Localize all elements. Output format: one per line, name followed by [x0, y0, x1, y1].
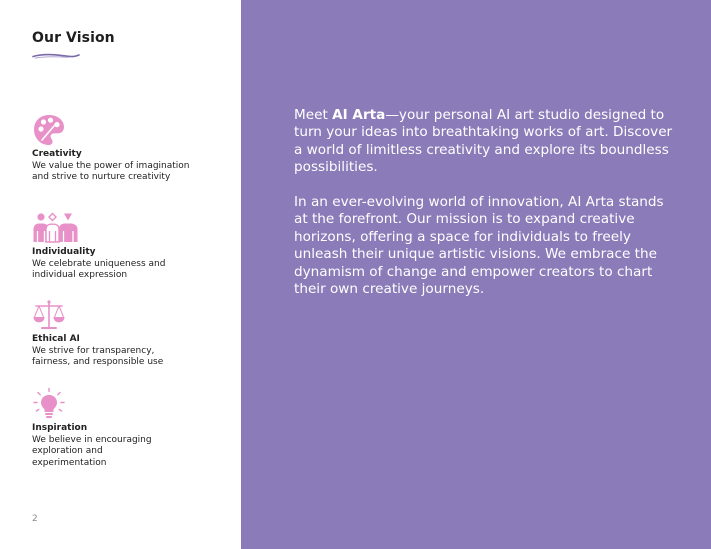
page-number: 2 [32, 514, 38, 524]
value-description: We believe in encouraging exploration and experimentation [32, 434, 152, 468]
left-panel [0, 0, 241, 549]
intro-rest: —your personal AI art studio designed to turn your ideas into breathtaking works of art. Discover a world of limitless creativity and explore its boundless possibilities. [294, 107, 673, 176]
title-underline [32, 52, 80, 60]
intro-paragraph [294, 107, 676, 177]
intro-lead: Meet [294, 107, 333, 123]
value-ethical-ai [32, 298, 232, 369]
value-title: Ethical AI [32, 334, 80, 344]
right-panel [241, 0, 711, 549]
value-title: Individuality [32, 247, 96, 257]
value-individuality [32, 211, 232, 282]
value-title: Inspiration [32, 423, 88, 433]
mission-paragraph: In an ever-evolving world of innovation, AI Arta stands at the forefront. Our mission is to expand creative horizons, offering a space for individuals to freely unleash their unique artistic visions. We embrace the dynamism of change and empower creators to chart their own creative journeys. [294, 194, 664, 298]
lightbulb-icon [32, 387, 66, 421]
brand-name: AI Arta [332, 107, 386, 123]
value-creativity [32, 113, 232, 184]
value-title: Creativity [32, 149, 82, 159]
page-title: Our Vision [32, 30, 115, 46]
value-description: We celebrate uniqueness and individual expression [32, 258, 166, 280]
value-description: We strive for transparency, fairness, and responsible use [32, 345, 164, 367]
scales-icon [32, 298, 66, 332]
value-description: We value the power of imagination and strive to nurture creativity [32, 160, 190, 182]
palette-icon [32, 113, 66, 147]
people-icon [32, 211, 80, 245]
value-inspiration [32, 387, 232, 469]
